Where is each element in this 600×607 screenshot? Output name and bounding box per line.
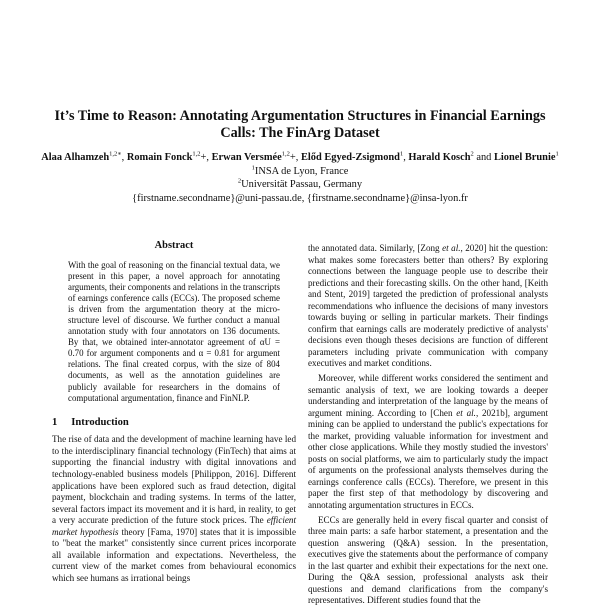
body-paragraph-1: the annotated data. Similarly, [Zong et al., 2020] hit the question: what makes some forecasters better than others? By exploring connections between the language people use to describe their predictions and their forecasting skills. On the other hand, [Keith and Stent, 2019] targeted the prediction of professional analysts recommendations who influence the decisions of many investors towards buying or selling in particular markets. Their findings confirm that earnings calls are moderately predictive of analysts' decisions even though theses decisions are function of different parameters including private communication with company executives and market conditions. bbox=[308, 243, 548, 369]
body-paragraph-2: Moreover, while different works considered the sentiment and semantic analysis of text, we are looking towards a deeper understanding and interpretation of the language by the means of argument mining. According to [Chen et al., 2021b], argument mining can be applied to understand the public's expectations for the market, providing valuable information for investment and other close applications. While they mostly studied the investors' posts on social platforms, we aim to particularly study the impact of arguments on the professional analysts themselves during the earnings conference calls (ECCs). Therefore, we present in this paper the first step of that methodology by discovering and annotating argumentation structures in ECCs. bbox=[308, 373, 548, 511]
abstract-heading: Abstract bbox=[154, 240, 194, 251]
paper-title bbox=[40, 108, 560, 142]
affiliation-1: $^1$INSA de Lyon, France bbox=[251, 164, 349, 177]
author-block bbox=[30, 151, 570, 205]
and-word: and bbox=[476, 152, 492, 163]
affiliation-2: $^2$Universität Passau, Germany bbox=[237, 177, 363, 190]
author-mark: 1 bbox=[399, 150, 404, 158]
section-title: Introduction bbox=[71, 416, 129, 428]
author-mark: 2 bbox=[470, 150, 474, 158]
author-mark: 1,2 bbox=[281, 150, 290, 158]
title-line-2: Calls: The FinArg Dataset bbox=[220, 125, 380, 141]
author-name: Romain Fonck bbox=[126, 152, 193, 163]
author-line-1: Alaa Alhamzeh$^{1,2∗}$, Romain Fonck$^{1,2}$+, Erwan Versmée$^{1,2}$+, Előd Egyed-Zsigmond$^1$, Harald Kosch$^2$ and Lionel Brunie$^1$ bbox=[41, 150, 559, 163]
author-mark: 1,2 bbox=[192, 150, 201, 158]
author-mark: 1,2∗ bbox=[109, 150, 122, 158]
author-name: Harald Kosch bbox=[408, 152, 471, 163]
left-column bbox=[52, 240, 296, 584]
section-heading-introduction bbox=[52, 417, 296, 429]
plus-sign: + bbox=[289, 152, 296, 163]
author-name: Lionel Brunie bbox=[493, 152, 556, 163]
author-name: Előd Egyed-Zsigmond bbox=[300, 152, 400, 163]
email-line: {firstname.secondname}@uni-passau.de, {firstname.secondname}@insa-lyon.fr bbox=[132, 192, 468, 204]
author-name: Erwan Versmée bbox=[211, 152, 282, 163]
intro-paragraph: The rise of data and the development of machine learning have led to the interdisciplinary financial technology (FinTech) that aims at supporting the financial industry with digital innovations and technology-enabled business models [Philippon, 2016]. Different applications have been explored such as fraud detection, digital payment, blockchain and trading systems. In terms of the latter, several factors impact its movement and it is hard, in reality, to get a very accurate prediction of the future stock prices. The efficient market hypothesis theory [Fama, 1970] states that it is impossible to "beat the market" consistently since current prices incorporate all available information and expectations. Nevertheless, the current view of the market comes from behavioural economics which see humans as irrational beings bbox=[52, 434, 296, 583]
author-mark: 1 bbox=[555, 150, 559, 158]
plus-sign: + bbox=[200, 152, 207, 163]
abstract-text: With the goal of reasoning on the financial textual data, we present in this paper, a novel approach for annotating arguments, their components and relations in the transcripts of earnings conference calls (ECCs). The proposed scheme is driven from the argumentation theory at the micro-structure level of discourse. We further conduct a manual annotation study with four annotators on 136 documents. By that, we obtained inter-annotator agreement of αU = 0.70 for argument components and α = 0.81 for argument relations. The final created corpus, with the size of 804 documents, as well as the annotation guidelines are publicly available for researchers in the domains of computational argumentation, finance and FinNLP. bbox=[68, 259, 280, 403]
author-name: Alaa Alhamzeh bbox=[41, 152, 110, 163]
body-paragraph-3: ECCs are generally held in every fiscal quarter and consist of three main parts: a safe harbor statement, a presentation and the question answering (Q&A) session. In the presentation, executives give the statements about the performance of company in the last quarter and exhibit their expectations for the next one. During the Q&A session, professional analysts ask their questions and demand clarifications from the company's representatives. Different studies found that the bbox=[308, 514, 548, 606]
section-number: 1 bbox=[52, 416, 58, 428]
right-column bbox=[308, 243, 548, 607]
title-line-1: It’s Time to Reason: Annotating Argumentation Structures in Financial Earnings bbox=[54, 108, 546, 124]
